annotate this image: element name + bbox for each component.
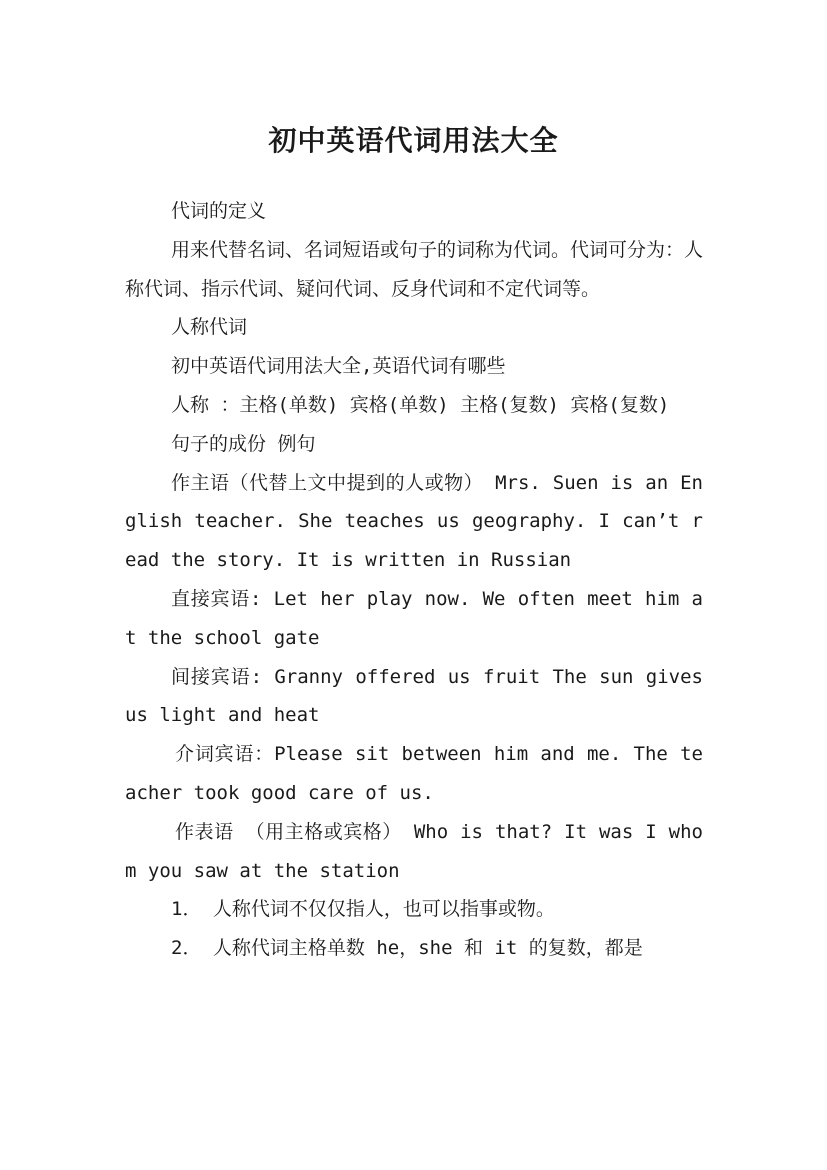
paragraph-sentence-role-header: 句子的成份 例句 xyxy=(171,432,316,455)
paragraph-personal-pronoun-heading: 人称代词 xyxy=(171,316,248,339)
paragraph-subtitle-line: 初中英语代词用法大全,英语代词有哪些 xyxy=(171,355,506,378)
paragraph-indirect-object-example: 间接宾语: Granny offered us fruit The sun gives us light and heat xyxy=(125,665,703,727)
paragraph-note-2: 2． 人称代词主格单数 he，she 和 it 的复数，都是 xyxy=(171,937,643,960)
document-body xyxy=(125,192,703,968)
paragraph-note-1: 1． 人称代词不仅仅指人，也可以指事或物。 xyxy=(171,898,555,921)
paragraph-predicative-example: 作表语 （用主格或宾格） Who is that? It was I whom you saw at the station xyxy=(125,820,703,882)
paragraph-definition-heading: 代词的定义 xyxy=(171,200,267,222)
document-title: 初中英语代词用法大全 xyxy=(268,123,559,157)
paragraph-case-table-header: 人称 ：主格(单数) 宾格(单数) 主格(复数) 宾格(复数) xyxy=(171,393,670,416)
paragraph-direct-object-example: 直接宾语: Let her play now. We often meet him at the school gate xyxy=(125,587,703,649)
paragraph-subject-example: 作主语（代替上文中提到的人或物） Mrs. Suen is an English teacher. She teaches us geography. I can’t read the story. It is written in Russian xyxy=(125,471,703,572)
paragraph-definition-text: 用来代替名词、名词短语或句子的词称为代词。代词可分为：人称代词、指示代词、疑问代词、反身代词和不定代词等。 xyxy=(125,238,704,300)
paragraph-prepositional-object-example: 介词宾语：Please sit between him and me. The teacher took good care of us. xyxy=(125,743,703,804)
